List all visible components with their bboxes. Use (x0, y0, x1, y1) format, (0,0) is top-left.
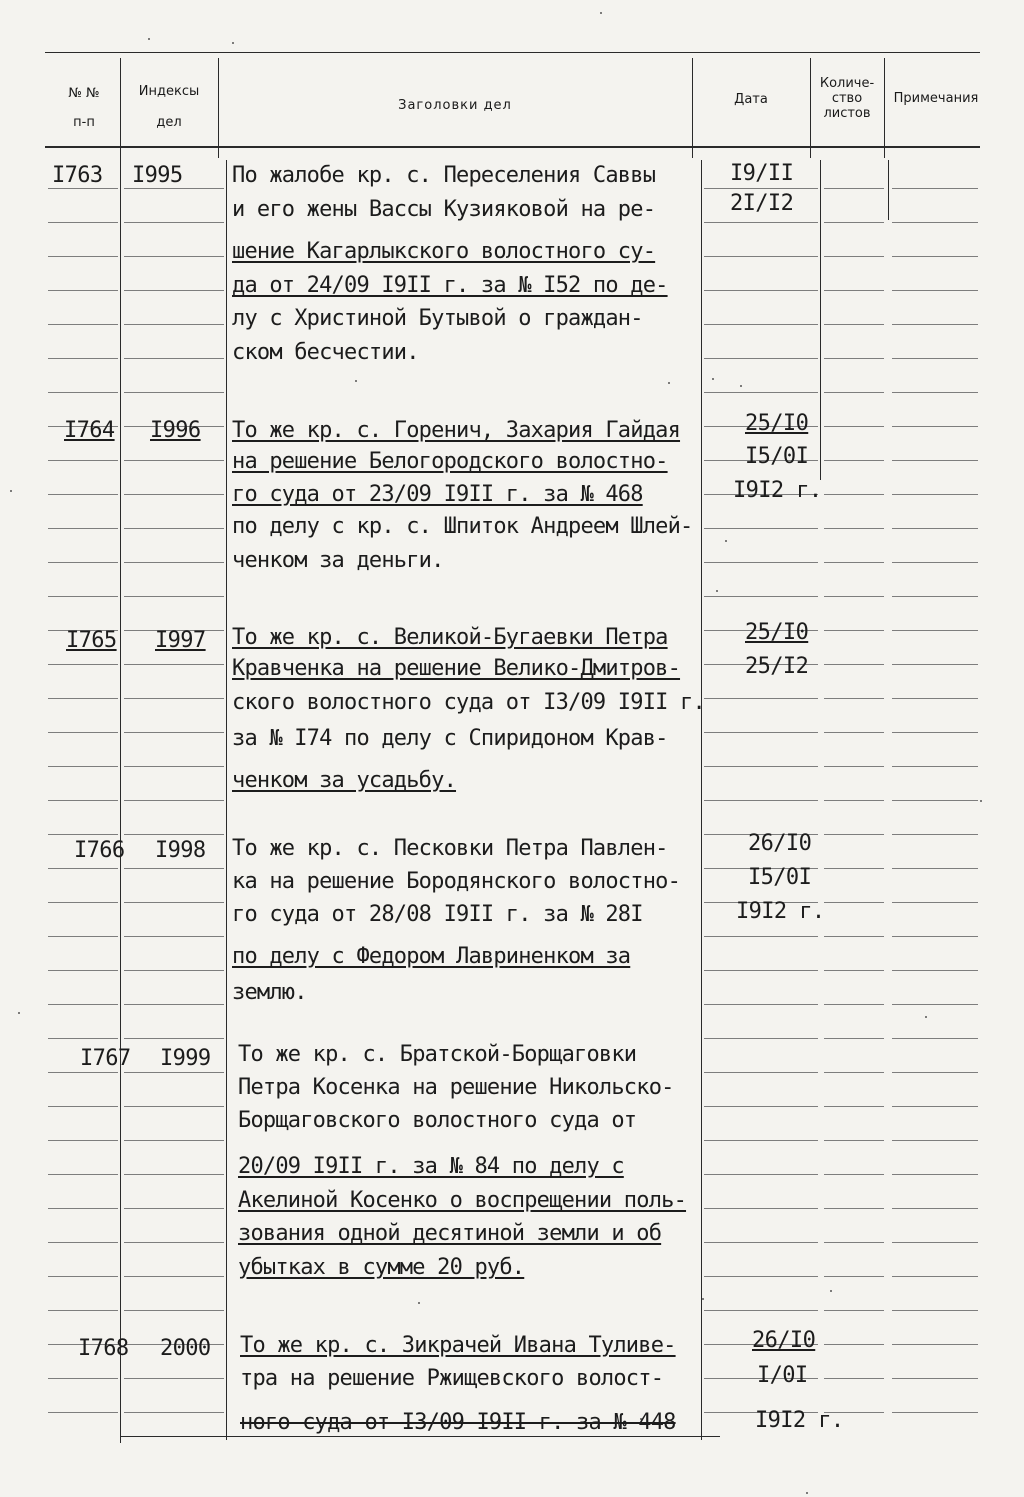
ruled-line (48, 1276, 118, 1277)
ruled-line (48, 1378, 118, 1379)
scan-speck (806, 1492, 808, 1494)
ruled-line (48, 1038, 118, 1039)
ruled-line (48, 1106, 118, 1107)
bottom-rule (120, 1436, 720, 1437)
scan-speck (716, 590, 718, 592)
scan-speck (148, 38, 150, 40)
scan-speck (668, 382, 670, 384)
entry-title-line: ченком за деньги. (232, 548, 444, 573)
entry-title-line: 20/09 I9II г. за № 84 по делу с (238, 1154, 624, 1179)
entry-title-line: По жалобе кр. с. Переселения Саввы (232, 163, 656, 188)
ruled-line (824, 256, 884, 257)
header-bottom-rule (45, 146, 980, 148)
entry-title-line: ского волостного суда от I3/09 I9II г. (232, 690, 705, 715)
ruled-line (892, 562, 978, 563)
ruled-line (48, 1004, 118, 1005)
entry-title-line: убытках в сумме 20 руб. (238, 1255, 525, 1280)
ruled-line (704, 766, 818, 767)
ruled-line (892, 1174, 978, 1175)
ruled-line (892, 834, 978, 835)
ruled-line (124, 256, 224, 257)
ruled-line (48, 902, 118, 903)
ruled-line (704, 1106, 818, 1107)
entry-title-line: То же кр. с. Зикрачей Ивана Туливе- (240, 1333, 676, 1358)
ruled-line (892, 324, 978, 325)
column-divider-title (692, 58, 693, 158)
ruled-line (824, 358, 884, 359)
ruled-line (124, 800, 224, 801)
ruled-line (824, 460, 884, 461)
ruled-line (124, 392, 224, 393)
ruled-line (704, 800, 818, 801)
ruled-line (48, 358, 118, 359)
header-count-label (810, 76, 884, 121)
entry-date: I9I2 г. (736, 899, 825, 924)
entry-title-line: по делу с кр. с. Шпиток Андреем Шлей- (232, 514, 693, 539)
ruled-line (124, 936, 224, 937)
ruled-line (704, 970, 818, 971)
entry-date: 25/I2 (745, 654, 809, 679)
ruled-line (704, 1072, 818, 1073)
ruled-line (124, 460, 224, 461)
ruled-line (892, 222, 978, 223)
ruled-line (824, 902, 884, 903)
ruled-line (824, 1242, 884, 1243)
header-num-label (50, 86, 118, 130)
header-count-label-line2: ство (831, 91, 863, 106)
header-num-label-line2: п-п (73, 115, 95, 130)
entry-date: I5/0I (745, 444, 809, 469)
ruled-line (824, 188, 884, 189)
header-index-label-line1: Индексы (138, 84, 200, 99)
entry-date: I9/II (730, 161, 794, 186)
ruled-line (48, 528, 118, 529)
ruled-line (892, 868, 978, 869)
ruled-line (48, 494, 118, 495)
ruled-line (824, 596, 884, 597)
ruled-line (124, 1038, 224, 1039)
ruled-line (124, 222, 224, 223)
ruled-line (124, 1242, 224, 1243)
ruled-line (704, 222, 818, 223)
entry-date: 26/I0 (752, 1328, 816, 1353)
ruled-line (704, 1208, 818, 1209)
ruled-line (704, 188, 818, 189)
ruled-line (704, 562, 818, 563)
ruled-line (892, 358, 978, 359)
entry-date: 25/I0 (745, 620, 809, 645)
ruled-line (124, 562, 224, 563)
entry-title-line: лу с Христиной Бутывой о граждан- (232, 306, 643, 331)
ruled-line (48, 936, 118, 937)
ruled-line (892, 970, 978, 971)
ruled-line (704, 1310, 818, 1311)
entry-title-line: за № I74 по делу с Спиридоном Крав- (232, 726, 668, 751)
header-index-label (122, 84, 216, 130)
entry-date: I/0I (757, 1363, 808, 1388)
ruled-line (824, 664, 884, 665)
ruled-line (892, 1004, 978, 1005)
ruled-line (124, 1208, 224, 1209)
ruled-line (892, 1242, 978, 1243)
scan-speck (725, 540, 727, 542)
ruled-line (124, 732, 224, 733)
entry-title-line: ченком за усадьбу. (232, 768, 457, 793)
ruled-line (48, 1208, 118, 1209)
ruled-line (892, 1140, 978, 1141)
ruled-line (892, 766, 978, 767)
entry-title-line: да от 24/09 I9II г. за № I52 по де- (232, 273, 668, 298)
entry-title-line: То же кр. с. Братской-Борщаговки (238, 1042, 637, 1067)
column-divider-count-lower (888, 160, 889, 220)
ruled-line (824, 630, 884, 631)
ruled-line (704, 1276, 818, 1277)
ruled-line (48, 664, 118, 665)
ruled-line (824, 732, 884, 733)
entry-number: I763 (52, 163, 103, 188)
ruled-line (48, 290, 118, 291)
entry-title-line: ного суда от I3/09 I9II г. за № 448 (240, 1410, 676, 1435)
ruled-line (704, 1242, 818, 1243)
ruled-line (124, 902, 224, 903)
column-divider-num (120, 58, 121, 1443)
ruled-line (124, 1276, 224, 1277)
ruled-line (124, 1140, 224, 1141)
scan-speck (418, 1302, 420, 1304)
ruled-line (124, 664, 224, 665)
scan-speck (232, 42, 234, 44)
entry-title-line: ском бесчестии. (232, 340, 419, 365)
ruled-line (124, 528, 224, 529)
header-count-label-line1: Количе- (819, 76, 875, 91)
entry-title-line: шение Кагарлыкского волостного су- (232, 239, 656, 264)
entry-title-line: и его жены Вассы Кузияковой на ре- (232, 197, 656, 222)
entry-title-line: зования одной десятиной земли и об (238, 1221, 662, 1246)
ruled-line (124, 1310, 224, 1311)
column-divider-index-lower (226, 160, 227, 1440)
ruled-line (124, 698, 224, 699)
ruled-line (824, 1276, 884, 1277)
ruled-line (48, 868, 118, 869)
column-divider-date-lower (820, 160, 821, 480)
ruled-line (824, 834, 884, 835)
ruled-line (48, 800, 118, 801)
ruled-line (48, 222, 118, 223)
ruled-line (48, 1174, 118, 1175)
entry-number: I768 (78, 1336, 129, 1361)
ruled-line (124, 1072, 224, 1073)
scan-speck (740, 385, 742, 387)
ruled-line (704, 698, 818, 699)
ruled-line (892, 936, 978, 937)
ruled-line (48, 324, 118, 325)
ruled-line (892, 698, 978, 699)
ruled-line (824, 1106, 884, 1107)
ruled-line (892, 460, 978, 461)
ruled-line (124, 324, 224, 325)
entry-title-line: Борщаговского волостного суда от (238, 1108, 637, 1133)
ruled-line (892, 732, 978, 733)
ruled-line (824, 1174, 884, 1175)
ruled-line (124, 1412, 224, 1413)
header-top-rule (45, 52, 980, 53)
ruled-line (124, 834, 224, 835)
entry-index: I998 (155, 838, 206, 863)
ruled-line (124, 188, 224, 189)
ruled-line (48, 562, 118, 563)
ruled-line (824, 494, 884, 495)
header-notes-label: Примечания (893, 91, 979, 106)
ruled-line (124, 290, 224, 291)
entry-title-line: ка на решение Бородянского волостно- (232, 869, 681, 894)
header-count-label-line3: листов (823, 106, 871, 121)
entry-number: I765 (66, 628, 117, 653)
header-index-label-line2: дел (156, 115, 182, 130)
ruled-line (124, 868, 224, 869)
ruled-line (48, 732, 118, 733)
ruled-line (704, 358, 818, 359)
ruled-line (48, 188, 118, 189)
ruled-line (704, 1174, 818, 1175)
ruled-line (48, 1140, 118, 1141)
ruled-line (892, 902, 978, 903)
ruled-line (824, 1310, 884, 1311)
scan-speck (600, 12, 602, 14)
entry-date: 2I/I2 (730, 191, 794, 216)
ruled-line (824, 324, 884, 325)
entry-index: I997 (155, 628, 206, 653)
ruled-line (824, 392, 884, 393)
ruled-line (704, 392, 818, 393)
ruled-line (124, 1174, 224, 1175)
ruled-line (48, 1412, 118, 1413)
ruled-line (824, 1208, 884, 1209)
ruled-line (824, 766, 884, 767)
ruled-line (824, 698, 884, 699)
entry-index: I995 (132, 163, 183, 188)
ruled-line (824, 222, 884, 223)
ruled-line (892, 528, 978, 529)
entry-title-line: То же кр. с. Песковки Петра Павлен- (232, 836, 668, 861)
entry-title-line: го суда от 23/09 I9II г. за № 468 (232, 482, 643, 507)
ruled-line (124, 1378, 224, 1379)
ruled-line (824, 1344, 884, 1345)
ruled-line (824, 1038, 884, 1039)
scan-speck (702, 1298, 704, 1300)
ruled-line (892, 1208, 978, 1209)
scan-speck (712, 378, 714, 380)
ruled-line (892, 1106, 978, 1107)
ruled-line (892, 256, 978, 257)
ruled-line (824, 1378, 884, 1379)
ruled-line (824, 868, 884, 869)
ruled-line (892, 188, 978, 189)
ruled-line (892, 1276, 978, 1277)
ruled-line (124, 1004, 224, 1005)
ruled-line (824, 1140, 884, 1141)
ruled-line (48, 1242, 118, 1243)
ruled-line (48, 834, 118, 835)
ruled-line (824, 936, 884, 937)
ruled-line (892, 494, 978, 495)
ruled-line (824, 1072, 884, 1073)
ruled-line (824, 800, 884, 801)
entry-title-line: То же кр. с. Великой-Бугаевки Петра (232, 625, 668, 650)
entry-date: I5/0I (748, 865, 812, 890)
ruled-line (704, 528, 818, 529)
entry-date: 25/I0 (745, 411, 809, 436)
entry-index: 2000 (160, 1336, 211, 1361)
ruled-line (48, 698, 118, 699)
ruled-line (124, 970, 224, 971)
ruled-line (892, 664, 978, 665)
entry-title-line: Акелиной Косенко о воспрещении поль- (238, 1188, 687, 1213)
ruled-line (892, 1072, 978, 1073)
ruled-line (892, 800, 978, 801)
entry-index: I999 (160, 1046, 211, 1071)
entry-date: I9I2 г. (733, 478, 822, 503)
entry-title-line: по делу с Федором Лавриненком за (232, 944, 631, 969)
ruled-line (704, 324, 818, 325)
ruled-line (48, 460, 118, 461)
ruled-line (704, 256, 818, 257)
ruled-line (704, 936, 818, 937)
ruled-line (824, 562, 884, 563)
ruled-line (892, 596, 978, 597)
ruled-line (824, 290, 884, 291)
ruled-line (124, 1106, 224, 1107)
ruled-line (48, 970, 118, 971)
scan-speck (18, 1012, 20, 1014)
entry-title-line: го суда от 28/08 I9II г. за № 28I (232, 902, 643, 927)
ruled-line (704, 732, 818, 733)
ruled-line (48, 256, 118, 257)
scan-speck (925, 1016, 927, 1018)
ruled-line (48, 392, 118, 393)
scan-speck (980, 800, 982, 802)
ruled-line (48, 596, 118, 597)
entry-number: I764 (64, 418, 115, 443)
column-divider-count (884, 58, 885, 158)
entry-title-line: на решение Белогородского волостно- (232, 449, 668, 474)
ruled-line (892, 290, 978, 291)
ruled-line (892, 1344, 978, 1345)
ruled-line (824, 426, 884, 427)
ruled-line (892, 1038, 978, 1039)
ruled-line (704, 290, 818, 291)
ruled-line (892, 426, 978, 427)
entry-title-line: землю. (232, 980, 307, 1005)
ruled-line (892, 392, 978, 393)
ruled-line (824, 528, 884, 529)
scan-speck (355, 380, 357, 382)
ruled-line (704, 1004, 818, 1005)
ruled-line (892, 630, 978, 631)
ruled-line (704, 1140, 818, 1141)
entry-number: I767 (80, 1046, 131, 1071)
ruled-line (124, 596, 224, 597)
ruled-line (48, 766, 118, 767)
entry-index: I996 (150, 418, 201, 443)
ruled-line (124, 494, 224, 495)
entry-number: I766 (74, 838, 125, 863)
entry-title-line: тра на решение Ржищевского волост- (240, 1366, 664, 1391)
ruled-line (824, 970, 884, 971)
entry-title-line: Петра Косенка на решение Никольско- (238, 1075, 674, 1100)
ruled-line (124, 766, 224, 767)
ruled-line (704, 1038, 818, 1039)
ruled-line (892, 1378, 978, 1379)
header-num-label-line1: № № (68, 86, 100, 101)
header-title-label: Заголовки дел (398, 98, 512, 113)
ruled-line (48, 1072, 118, 1073)
column-divider-index (218, 58, 219, 158)
entry-title-line: То же кр. с. Горенич, Захария Гайдая (232, 418, 681, 443)
ruled-line (892, 1412, 978, 1413)
ruled-line (124, 358, 224, 359)
ruled-line (704, 596, 818, 597)
entry-date: I9I2 г. (755, 1408, 844, 1433)
entry-title-line: Кравченка на решение Велико-Дмитров- (232, 656, 681, 681)
scan-speck (10, 490, 12, 492)
ruled-line (48, 1310, 118, 1311)
scan-speck (830, 1290, 832, 1292)
entry-date: 26/I0 (748, 831, 812, 856)
ruled-line (824, 1004, 884, 1005)
header-date-label: Дата (734, 92, 768, 107)
ruled-line (892, 1310, 978, 1311)
